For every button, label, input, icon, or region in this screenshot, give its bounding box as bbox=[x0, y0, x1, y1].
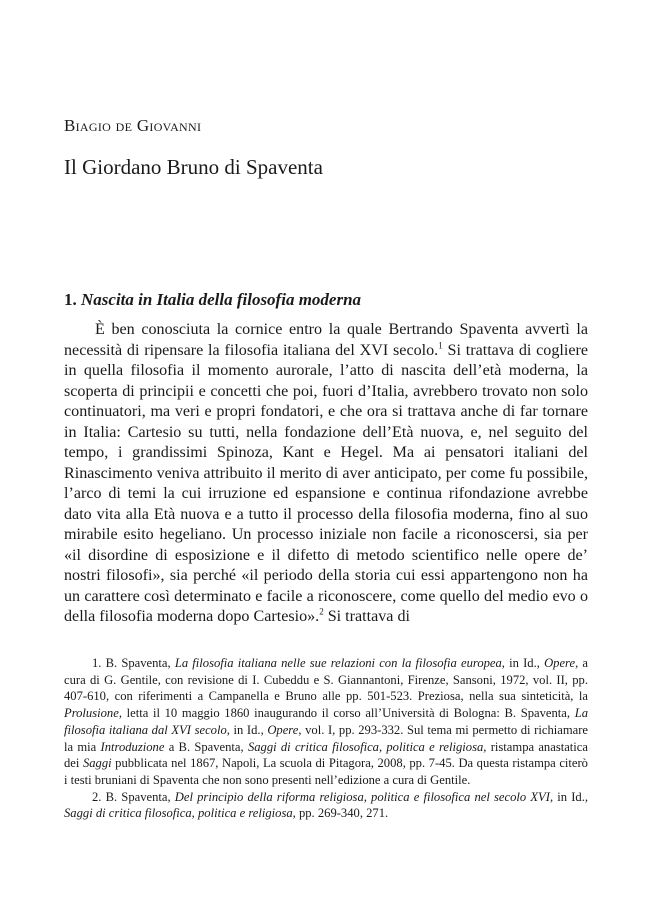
footnote-title: Del principio della riforma religiosa, politica e filosofica nel secolo XVI bbox=[174, 789, 550, 804]
footnote-title: Saggi di critica filosofica, politica e religiosa bbox=[64, 806, 293, 821]
footnote-text: , pp. 269-340, 271. bbox=[292, 806, 389, 821]
footnote-title: Saggi bbox=[82, 756, 112, 771]
footnote-text: 2. B. Spaventa, bbox=[92, 789, 175, 804]
footnote-title: Prolusione bbox=[64, 706, 119, 721]
footnote-text: a B. Spaventa, bbox=[164, 739, 248, 754]
footnote-ref-2: 2 bbox=[319, 606, 324, 617]
footnotes bbox=[64, 655, 588, 822]
footnote-title: La filosofia italiana nelle sue relazioni con la filosofia europea bbox=[174, 656, 502, 670]
body-paragraph bbox=[64, 320, 588, 628]
footnote-text: , in Id., bbox=[226, 722, 268, 737]
footnote-2 bbox=[64, 789, 588, 822]
footnote-text: , in Id., bbox=[549, 789, 588, 804]
footnote-text: , in Id., bbox=[501, 656, 545, 670]
footnote-text: 1. B. Spaventa, bbox=[92, 656, 175, 670]
footnote-text: pubblicata nel 1867, Napoli, La scuola di Pitagora, 2008, pp. 7-45. Da questa ristampa citerò i testi bruniani di Spaventa che non sono presenti nell’edizione a cura di Gentile. bbox=[64, 756, 588, 787]
body-text-part: Si trattava di bbox=[323, 608, 410, 625]
footnote-title: La filosofia italiana dal XVI secolo bbox=[64, 706, 588, 737]
section-title: Nascita in Italia della filosofia moderna bbox=[81, 290, 362, 309]
body-text-part: Si trattava di cogliere in quella filosofia il momento aurorale, l’atto di nascita dell’età moderna, la scoperta di principii e concetti che poi, fuori d’Italia, avrebbero trovato non solo continuatori, ma veri e propri fondatori, e che ora si trattava anche di far tornare in Italia: Cartesio su tutti, nella fondazione dell’Età nuova, e, nel seguito del tempo, i grandissimi Spinoza, Kant e Hegel. Ma ai pensatori italiani del Rinascimento veniva attribuito il merito di aver anticipato, per come fu possibile, l’arco di temi la cui irruzione ed espansione e continua rifondazione avrebbe dato vita alla Età nuova e a tutto il processo della filosofia moderna, fino al suo mirabile esito hegeliano. Un processo iniziale non facile a riconoscersi, sia per «il disordine di esposizione e il difetto di metodo scientifico nelle opere de’ nostri filosofi», sia perché «il periodo della storia cui essi appartengono non ha un carattere così determinato e facile a riconoscere, come quello del medio evo o della filosofia moderna dopo Cartesio». bbox=[64, 341, 588, 625]
author-name: Biagio de Giovanni bbox=[64, 116, 202, 135]
footnote-text: , vol. I, pp. 293-332. Sul tema mi permetto di richiamare la mia bbox=[64, 722, 588, 754]
footnote-title: Introduzione bbox=[100, 739, 165, 754]
body-text-part: È ben conosciuta la cornice entro la quale Bertrando Spaventa avvertì la necessità di ripensare la filosofia italiana del XVI secolo. bbox=[64, 321, 588, 359]
footnote-title: Saggi di critica filosofica, politica e religiosa bbox=[247, 739, 484, 754]
footnote-text: , letta il 10 maggio 1860 inaugurando il corso all’Università di Bologna: B. Spaventa, bbox=[118, 706, 575, 721]
chapter-title: Il Giordano Bruno di Spaventa bbox=[64, 155, 323, 179]
footnote-text: , ristampa anastatica dei bbox=[64, 739, 588, 771]
footnote-1 bbox=[64, 655, 588, 789]
footnote-ref-1: 1 bbox=[438, 340, 443, 351]
footnote-title: Opere bbox=[544, 656, 576, 670]
footnote-title: Opere bbox=[267, 722, 299, 737]
section-heading bbox=[64, 290, 361, 310]
footnote-text: , a cura di G. Gentile, con revisione di I. Cubeddu e S. Giannantoni, Firenze, Sansoni, 1972, vol. II, pp. 407-610, con riferimenti a Campanella e Bruno alle pp. 501-523. Preziosa, nella sua sinteticità, la bbox=[64, 656, 588, 704]
section-number: 1. bbox=[64, 290, 77, 309]
